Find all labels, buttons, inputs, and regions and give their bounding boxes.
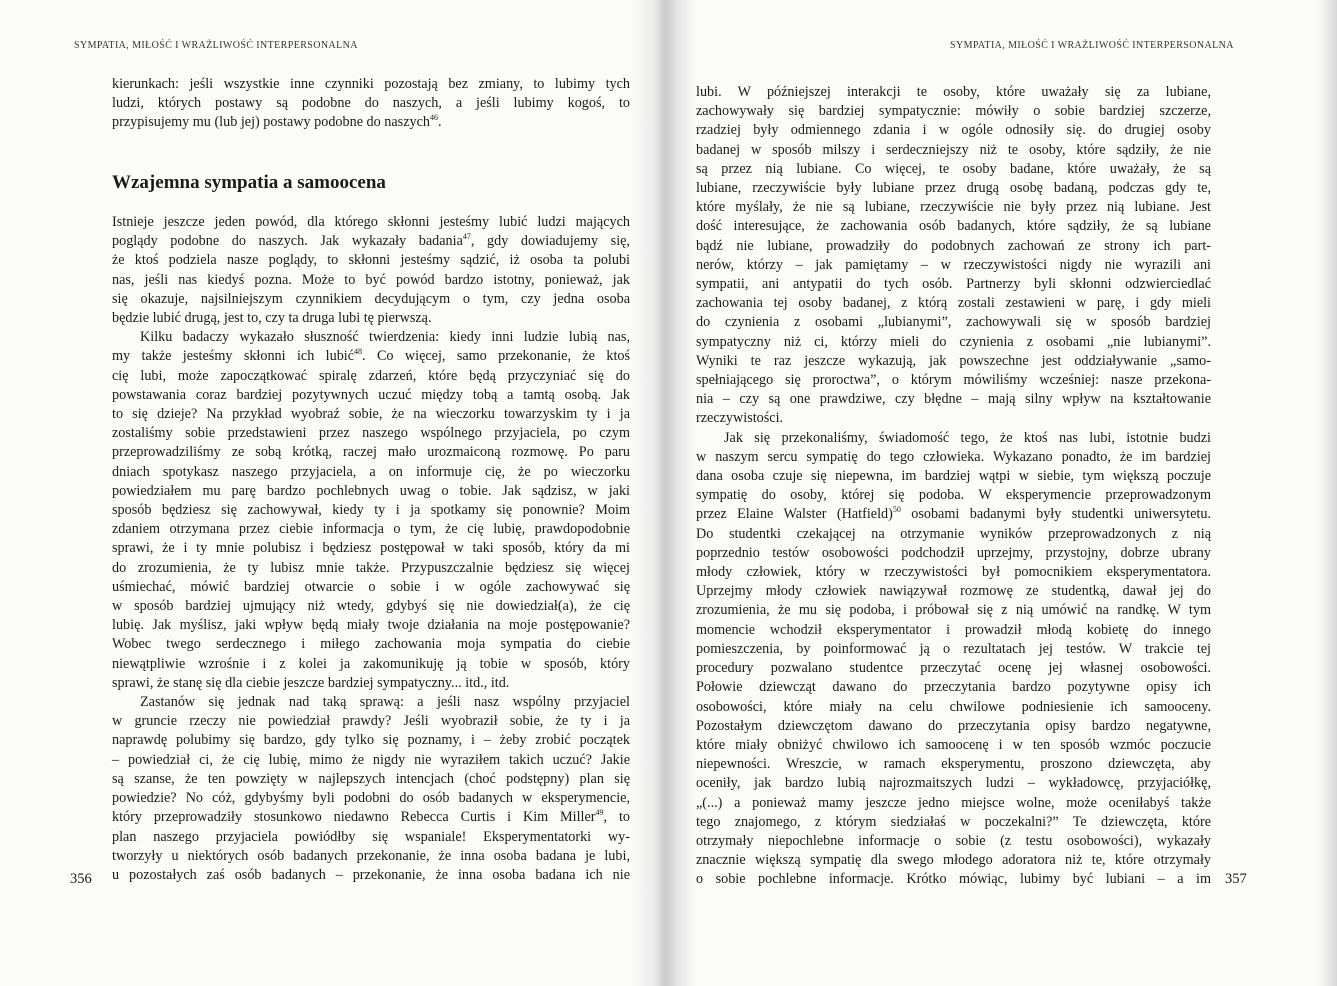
text-line: rzadziej były odmiennego zdania i w ogóle odnosiły się. do drugiej osoby: [696, 122, 1211, 139]
text-line: zrozumienia, że mu się podoba, i próbował się z nią umówić na randkę. W tym: [696, 602, 1211, 619]
text-line: młody człowiek, który w rzeczywistości był pomocnikiem eksperymentatora.: [696, 564, 1211, 581]
running-head: SYMPATIA, MIŁOŚĆ I WRAŻLIWOŚĆ INTERPERSONALNA: [950, 40, 1234, 51]
text-line: zostaliśmy sobie przedstawieni przez naszego wspólnego przyjaciela, po czym: [112, 425, 630, 442]
text-span: który przeprowadziły stosunkowo niedawno Rebecca Curtis i Kim Miller: [112, 809, 596, 826]
text-line: są szanse, że ten powzięty w najlepszych intencjach (choć podstępny) plan się: [112, 770, 630, 787]
text-line: powiedziałem mu parę bardzo pochlebnych uwag o tobie. Jak sądzisz, w jaki: [112, 482, 630, 499]
text-line: Istnieje jeszcze jeden powód, dla którego skłonni jesteśmy lubić ludzi mających: [112, 214, 630, 230]
text-line: nia – czy są one prawdziwe, czy błędne – mają silny wpływ na kształtowanie: [696, 391, 1211, 408]
paragraph-intro: [112, 75, 630, 133]
text-line: sympatię do osoby, której się podoba. W eksperymencie przeprowadzonym: [696, 487, 1211, 504]
text-line: powstawania coraz bardziej pozytywnych uczuć między tobą a tamtą osobą. Jak: [112, 386, 630, 403]
text-line: powiedzie? No cóż, gdybyśmy byli podobni do osób badanych w eksperymencie,: [112, 790, 630, 807]
footnote-ref: 47: [462, 232, 471, 242]
text-line: plan naszego przyjaciela powiódłby się wspaniale! Eksperymentatorki wy-: [112, 828, 630, 845]
text-line: procedury pozwalano studentce przeczytać ocenę jej własnej osobowości.: [696, 660, 1211, 677]
text-line: przeprowadziliśmy ze sobą krótką, raczej mało urozmaiconą rozmowę. Po paru: [112, 444, 630, 461]
text-line: rzeczywistości.: [696, 410, 784, 427]
footnote-ref: 49: [595, 808, 604, 818]
text-line: tego znajomego, z którym siedziałaś w poczekalni?” Te dziewczęta, które: [696, 813, 1211, 830]
text-line: otrzymały niepochlebne informacje o sobie (z testu osobowości), wykazały: [696, 832, 1211, 849]
text-span: my także jesteśmy skłonni ich lubić: [112, 348, 355, 365]
text-line: w sposób bardziej ujmujący niż wtedy, gdybyś się nie dowiedział(a), że cię: [112, 598, 630, 615]
body-text: [112, 213, 630, 885]
text-line: zdaniem otrzymana przez ciebie informacja o tym, że cię lubię, prawdopodobnie: [112, 521, 630, 538]
text-line: u pozostałych zaś osób badanych – przekonanie, że inna osoba badana ich nie: [112, 866, 630, 883]
text-line: „(...) a ponieważ mamy jeszcze jedno miejsce wolne, może oceniłabyś także: [696, 794, 1211, 811]
text-line: nas, jeśli nas kiedyś pozna. Może to być powód bardzo istotny, ponieważ, jak: [112, 271, 630, 288]
text-span: poglądy podobne do naszych. Jak wykazały badania: [112, 233, 463, 250]
running-head: SYMPATIA, MIŁOŚĆ I WRAŻLIWOŚĆ INTERPERSONALNA: [74, 40, 358, 51]
text-line: badanej w sposób milszy i serdeczniejszy niż te osoby, które sądziły, że nie: [696, 141, 1211, 158]
text-line: dniach spotykasz naszego przyjaciela, a on informuje cię, że po wieczorku: [112, 463, 630, 480]
text-line: nerów, którzy – jak pamiętamy – w rzeczywistości nigdy nie wyrazili ani: [696, 256, 1211, 273]
text-span: osobami badanymi były studentki uniwersytetu.: [900, 506, 1211, 523]
text-line: się okazuje, najsilniejszym czynnikiem decydującym o tym, czy jedna osoba: [112, 290, 630, 307]
text-line: znacznie większą sympatię dla swego młodego adoratora niż te, które otrzymały: [696, 852, 1211, 869]
text-line: Uprzejmy młody człowiek nawiązywał rozmowę ze studentką, dawał jej do: [696, 583, 1211, 600]
text-line: uśmiechać, mówić bardziej otwarcie o sobie i w ogóle zachowywać się: [112, 578, 630, 595]
section-heading: Wzajemna sympatia a samoocena: [112, 172, 386, 193]
text-line: Połowie dziewcząt dawano do przeczytania bardzo pozytywne opisy ich: [696, 679, 1211, 696]
text-line: kierunkach: jeśli wszystkie inne czynniki pozostają bez zmiany, to lubimy tych: [112, 76, 630, 92]
footnote-ref: 48: [354, 347, 363, 357]
text-line: sprawi, że stanę się dla ciebie jeszcze bardziej sympatyczny... itd., itd.: [112, 674, 510, 691]
text-line: tworzyły u niektórych osób badanych przekonanie, że inna osoba badana je lubi,: [112, 847, 630, 864]
text-line: są przez nią lubiane. Co więcej, te osoby badane, które uważały, że są: [696, 160, 1211, 177]
text-line: bądź nie lubiane, prowadziły do podobnych zachowań ze strony ich part-: [696, 237, 1211, 254]
text-span: , to: [603, 809, 630, 826]
page-number: 356: [70, 871, 92, 887]
text-line: pomieszczenia, by poinformować ją o rezultatach jej testów. W trakcie tej: [696, 640, 1211, 657]
text-span: . Co więcej, samo przekonanie, że ktoś: [362, 348, 631, 365]
text-line: Zastanów się jednak nad taką sprawą: a jeśli nasz wspólny przyjaciel: [140, 694, 630, 711]
text-line: naprawdę polubimy się bardzo, gdy tylko się poznamy, i – żeby zrobić początek: [112, 732, 630, 749]
text-line: dana osoba czuje się niepewna, im bardziej wątpi w siebie, tym większą poczuje: [696, 468, 1211, 485]
text-line: do czynienia z osobami „lubianymi”, zachowywali się w sposób bardziej: [696, 314, 1211, 331]
left-page: [0, 0, 668, 986]
page-number: 357: [1225, 871, 1247, 887]
text-line: o sobie pochlebne informacje. Krótko mówiąc, lubimy być lubiani – a im: [696, 871, 1211, 888]
text-line: oceniły, jak bardzo lubią najrozmaitszych ludzi – wykładowcę, przyjaciółkę,: [696, 775, 1211, 792]
text-line: zachowania tej osoby badanej, z którą zostali zestawieni w parę, i gdy mieli: [696, 295, 1211, 312]
text-line: Wobec twego serdecznego i miłego zachowania moja sympatia do ciebie: [112, 636, 630, 653]
text-span: , gdy dowiadujemy się,: [470, 233, 630, 250]
text-line: będzie lubić drugą, jest to, czy ta druga lubi tę pierwszą.: [112, 310, 432, 327]
text-span: przez Elaine Walster (Hatfield): [696, 506, 893, 523]
text-line: spełniającego się proroctwa”, o którym mówiliśmy wcześniej: nasze przekona-: [696, 372, 1211, 389]
text-line: to się dzieje? Na przykład wyobraź sobie, że na wieczorku towarzyskim ty i ja: [112, 406, 630, 423]
text-line: w naszym sercu sympatię do tego człowieka. Wykazano ponadto, że im bardziej: [696, 448, 1211, 465]
text-line: [112, 808, 630, 827]
text-line: do zrozumienia, że ty lubisz mnie także. Przypuszczalnie będziesz się więcej: [112, 559, 630, 576]
text-line: osobowości, które miały na celu chwilowe podniesienie ich samooceny.: [696, 698, 1211, 715]
text-line: – powiedział ci, że cię lubię, mimo że nigdy nie wyraziłem takich uczuć? Jakie: [112, 751, 630, 768]
body-text: [696, 83, 1211, 890]
text-line: sympatyczny niż ci, którzy mieli do czynienia z osobami „nie lubianymi”.: [696, 333, 1211, 350]
text-line: sprawi, że i ty mnie polubisz i będziesz postępował w taki sposób, który da mi: [112, 540, 630, 557]
text-line: cię lubi, może zapoczątkować spiralę zdarzeń, które będą przyczyniać się do: [112, 367, 630, 384]
text-line: [696, 505, 1211, 524]
text-line: Jak się przekonaliśmy, świadomość tego, że ktoś nas lubi, istotnie budzi: [724, 429, 1211, 446]
text-line: Wyniki te raz jeszcze wykazują, jak powszechne jest oddziaływanie „samo-: [696, 352, 1211, 369]
text-line: że ktoś podziela nasze poglądy, to skłonni jesteśmy sądzić, iż osoba ta polubi: [112, 252, 630, 269]
right-page: [668, 0, 1337, 986]
text-line: ludzi, których postawy są podobne do naszych, a jeśli lubimy kogoś, to: [112, 95, 630, 112]
text-line: niewątpliwie wzrośnie i z kolei ja zakomunikuję ją tobie w sposób, który: [112, 655, 630, 672]
text-line: które miały obniżyć chwilowo ich samoocenę i w ten sposób wzmóc poczucie: [696, 736, 1211, 753]
text-line: zachowywały się bardziej sympatycznie: mówiły o sobie bardziej szczerze,: [696, 103, 1211, 120]
text-line: [112, 113, 630, 132]
text-line: Kilku badaczy wykazało słuszność twierdzenia: kiedy inni ludzie lubią nas,: [140, 329, 630, 346]
footnote-ref: 46: [429, 113, 438, 123]
text-line: [112, 347, 630, 366]
text-line: sposób będziesz się zachowywał, kiedy ty i ja spotkamy się ponownie? Moim: [112, 502, 630, 519]
text-line: poprzednio testów osobowości podchodził uprzejmy, przystojny, dobrze ubrany: [696, 544, 1211, 561]
text-line: niepewności. Wreszcie, w ramach eksperymentu, proszono dziewczęta, aby: [696, 756, 1211, 773]
text-line: które myślały, że nie są lubiane, rzeczywiście nie były przez nią lubiane. Jest: [696, 199, 1211, 216]
text-line: lubiane, rzeczywiście były lubiane przez drugą osobę badaną, podczas gdy te,: [696, 180, 1211, 197]
text-line: w gruncie rzeczy nie powiedział prawdy? Jeśli wyobraził sobie, że ty i ja: [112, 713, 630, 730]
text-line: lubi. W późniejszej interakcji te osoby, które uważały się za lubiane,: [696, 84, 1211, 100]
text-line: sympatii, ani antypatii do tych osób. Partnerzy byli skłonni odzwierciedlać: [696, 276, 1211, 293]
footnote-ref: 50: [892, 505, 901, 515]
text-line: Do studentki czekającej na otrzymanie wyników przeprowadzonych z nią: [696, 525, 1211, 542]
text-line: momencie wchodził eksperymentator i prowadził młodą kobietę do innego: [696, 621, 1211, 638]
text-line: lubię. Jak myślisz, jaki wpływ będą miały twoje działania na moje postępowanie?: [112, 617, 630, 634]
text-span: przypisujemy mu (lub jej) postawy podobne do naszych: [112, 114, 430, 131]
text-line: Pozostałym dziewczętom dawano do przeczytania opisy bardzo negatywne,: [696, 717, 1211, 734]
text-line: [112, 232, 630, 251]
text-span: .: [437, 114, 442, 131]
text-line: dość interesujące, że zachowania osób badanych, które sądziły, że są lubiane: [696, 218, 1211, 235]
